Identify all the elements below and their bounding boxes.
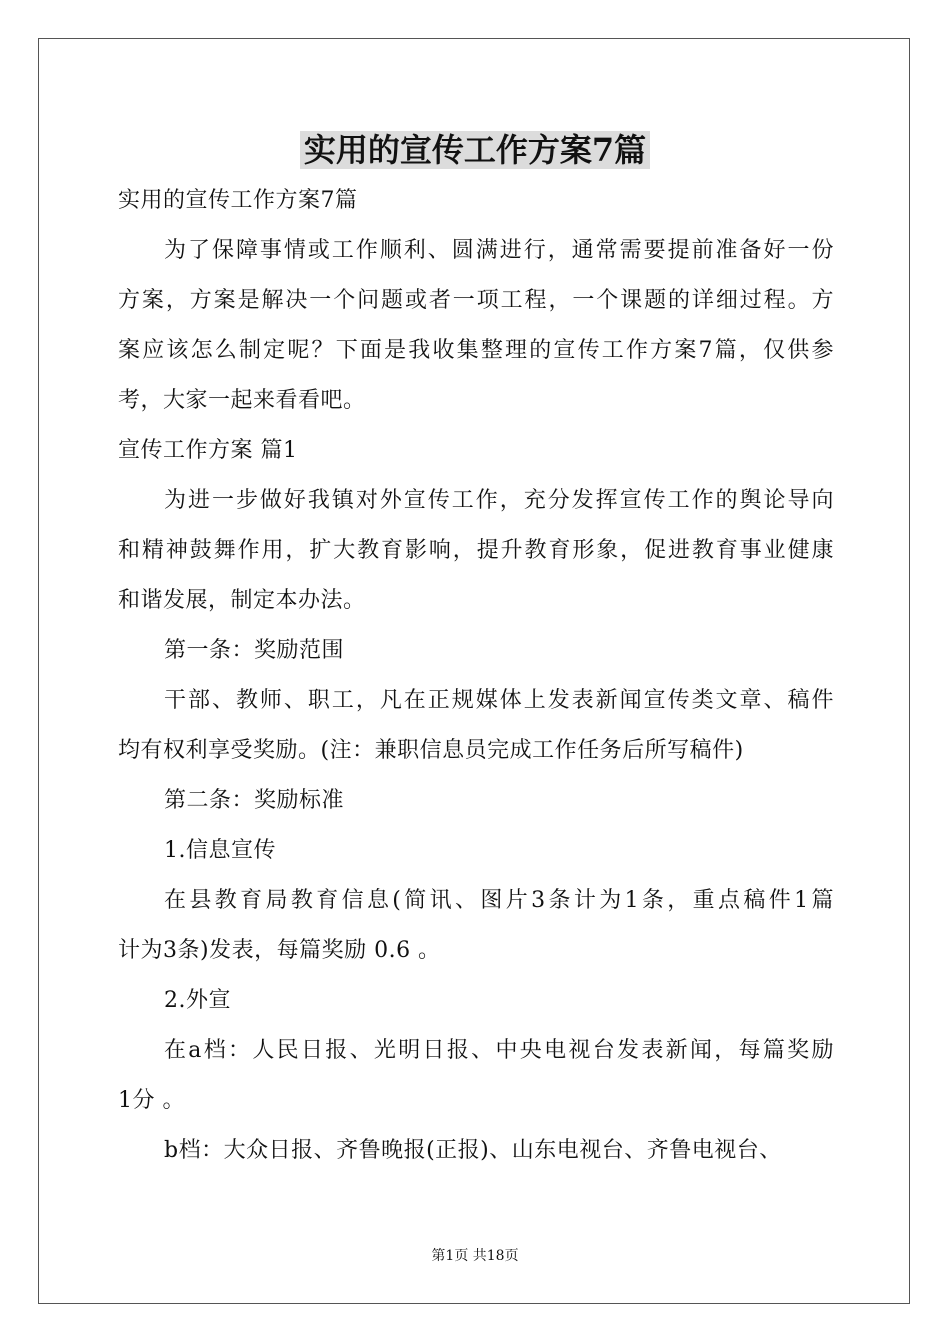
page-footer: 第1页 共18页 — [431, 1248, 519, 1264]
paragraph-line: 考，大家一起来看看吧。 — [118, 388, 366, 413]
paragraph-line: 和精神鼓舞作用，扩大教育影响，提升教育形象，促进教育事业健康 — [118, 538, 834, 563]
section-heading: 宣传工作方案 篇1 — [118, 438, 298, 463]
document-body — [118, 176, 834, 1176]
paragraph-line: 1分 。 — [118, 1088, 185, 1113]
subsection-heading: 1.信息宣传 — [164, 838, 276, 863]
article-heading: 第一条：奖励范围 — [164, 638, 345, 663]
subsection-heading: 2.外宣 — [164, 988, 231, 1013]
paragraph-line: b档：大众日报、齐鲁晚报(正报)、山东电视台、齐鲁电视台、 — [164, 1138, 782, 1163]
subtitle-line: 实用的宣传工作方案7篇 — [118, 188, 358, 213]
paragraph-line: 均有权利享受奖励。(注：兼职信息员完成工作任务后所写稿件) — [118, 738, 744, 763]
paragraph-line: 和谐发展，制定本办法。 — [118, 588, 366, 613]
document-title-text: 实用的宣传工作方案7篇 — [300, 131, 650, 169]
paragraph-line: 在a档：人民日报、光明日报、中央电视台发表新闻，每篇奖励 — [164, 1038, 834, 1063]
paragraph-line: 为了保障事情或工作顺利、圆满进行，通常需要提前准备好一份 — [164, 238, 834, 263]
paragraph-line: 案应该怎么制定呢？下面是我收集整理的宣传工作方案7篇，仅供参 — [118, 338, 834, 363]
paragraph-line: 在县教育局教育信息(简讯、图片3条计为1条，重点稿件1篇 — [164, 888, 834, 913]
paragraph-line: 计为3条)发表，每篇奖励 0.6 。 — [118, 938, 441, 963]
paragraph-line: 为进一步做好我镇对外宣传工作，充分发挥宣传工作的舆论导向 — [164, 488, 834, 513]
paragraph-line: 干部、教师、职工，凡在正规媒体上发表新闻宣传类文章、稿件 — [164, 688, 834, 713]
document-title — [0, 124, 950, 176]
paragraph-line: 方案，方案是解决一个问题或者一项工程，一个课题的详细过程。方 — [118, 288, 834, 313]
article-heading: 第二条：奖励标准 — [164, 788, 345, 813]
